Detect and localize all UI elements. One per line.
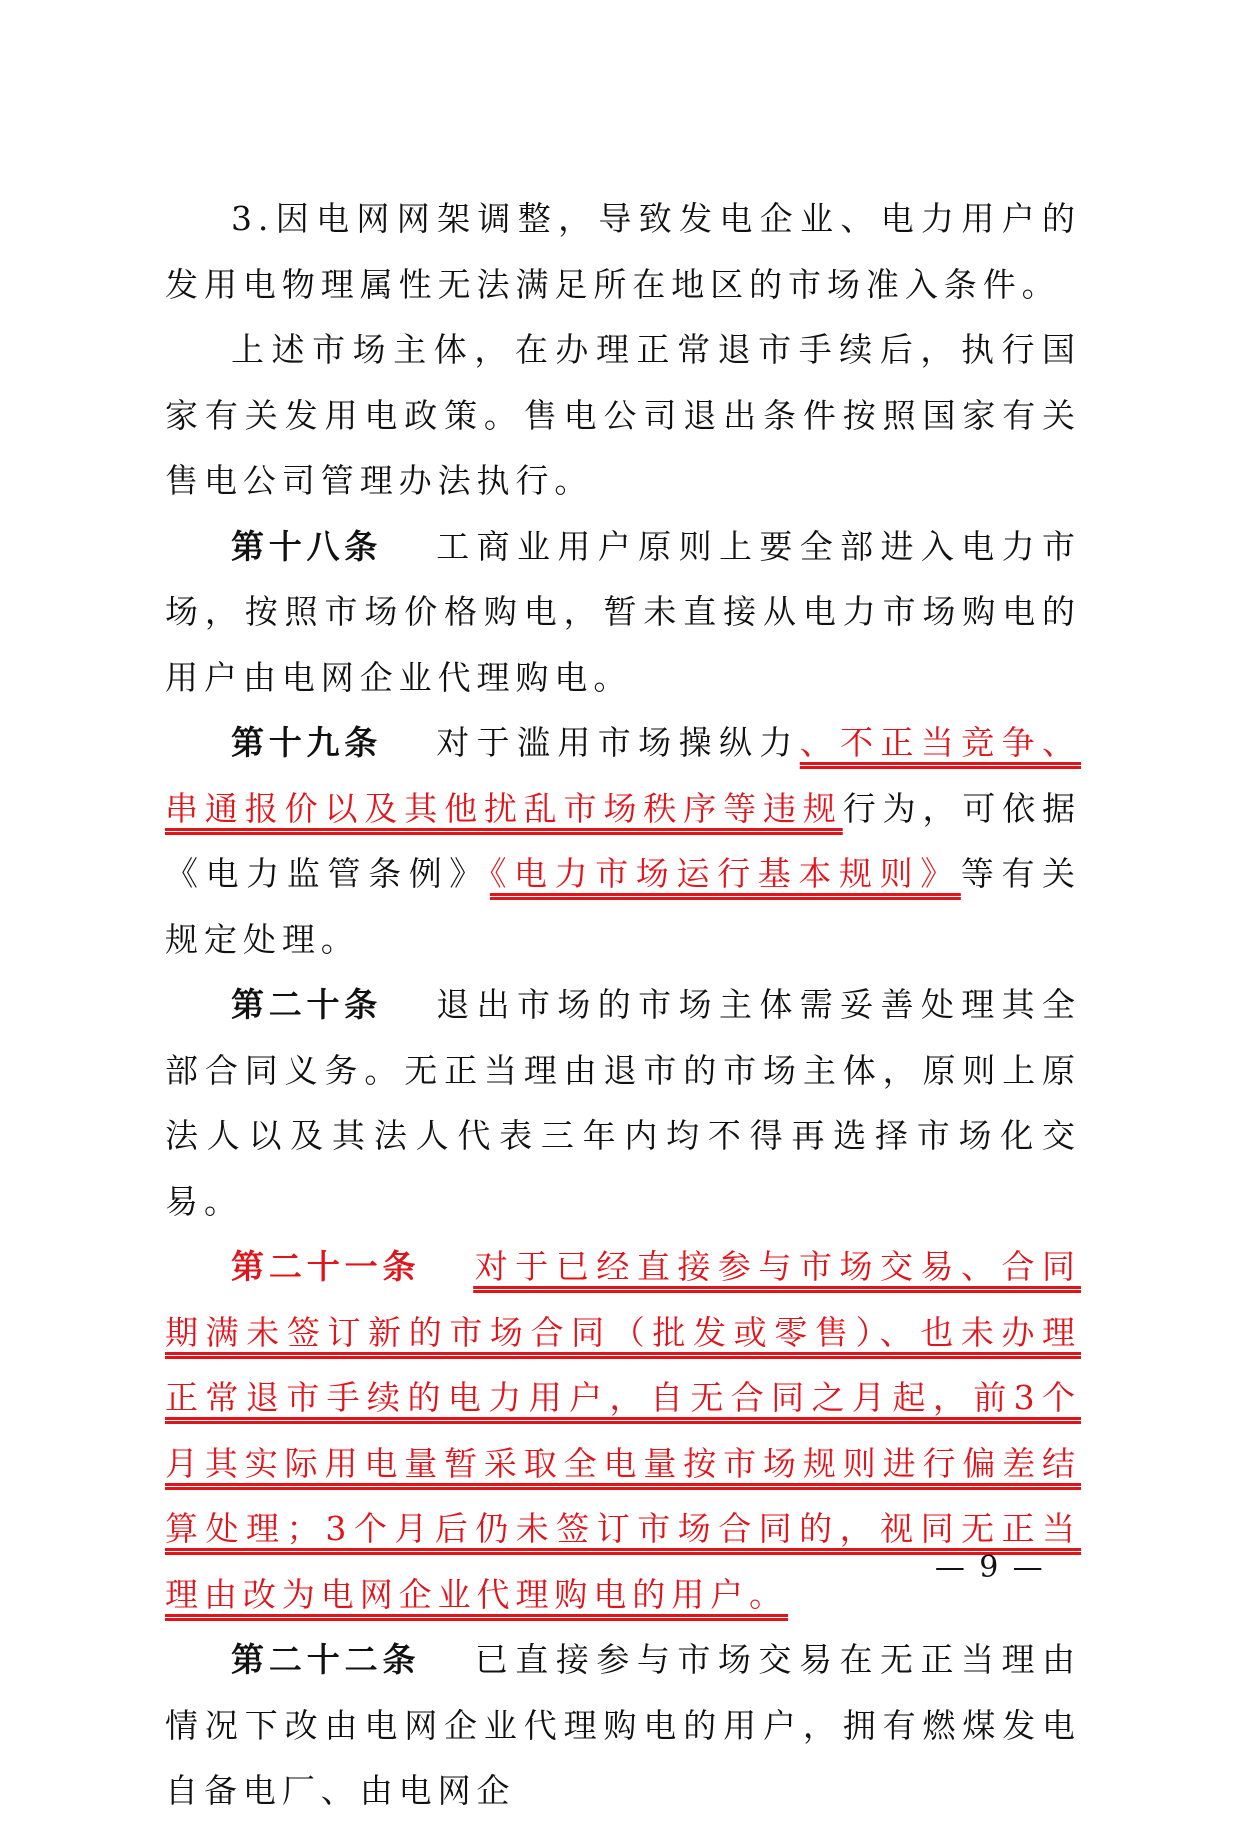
paragraph-item-3 <box>165 186 1081 317</box>
article-heading: 第二十条 <box>231 985 382 1024</box>
article-heading-revised: 第二十一条 <box>231 1247 421 1286</box>
article-text: 对于滥用市场操纵力 <box>434 723 800 762</box>
revision-insertion: 、不正当竞争、串通报价以及其他扰乱市场秩序等违规 <box>165 723 1081 828</box>
paragraph-text: 3.因电网网架调整，导致发电企业、电力用户的发用电物理属性无法满足所在地区的市场准入条件。 <box>165 199 1081 304</box>
revision-insertion: 《电力市场运行基本规则》 <box>489 854 961 893</box>
article-text: 已直接参与市场交易在无正当理由情况下改由电网企业代理购电的用户，拥有燃煤发电自备电厂、由电网企 <box>165 1640 1081 1810</box>
article-text: 行为，可依据《电力监管条例》 <box>165 788 1082 893</box>
article-22 <box>165 1627 1081 1824</box>
article-text: 工商业用户原则上要全部进入电力市场，按照市场价格购电，暂未直接从电力市场购电的用户由电网企业代理购电。 <box>165 526 1081 697</box>
article-heading: 第十九条 <box>231 723 382 762</box>
article-18 <box>165 514 1081 711</box>
article-text: 等有关规定处理。 <box>165 854 1081 959</box>
article-heading: 第十八条 <box>231 526 382 566</box>
article-text: 退出市场的市场主体需妥善处理其全部合同义务。无正当理由退市的市场主体，原则上原法人以及其法人代表三年内均不得再选择市场化交易。 <box>165 985 1081 1221</box>
article-heading: 第二十二条 <box>231 1640 421 1679</box>
revision-insertion: 对于已经直接参与市场交易、合同期满未签订新的市场合同（批发或零售）、也未办理正常退市手续的电力用户，自无合同之月起，前3个月其实际用电量暂采取全电量按市场规则进行偏差结算处理；3个月后仍未签订市场合同的，视同无正当理由改为电网企业代理购电的用户。 <box>165 1247 1081 1614</box>
article-20 <box>165 972 1081 1234</box>
paragraph-text: 上述市场主体，在办理正常退市手续后，执行国家有关发用电政策。售电公司退出条件按照国家有关售电公司管理办法执行。 <box>165 330 1081 500</box>
article-19 <box>165 710 1081 972</box>
page-number: — 9 — <box>934 1550 1046 1585</box>
paragraph-exit-policy <box>165 317 1081 514</box>
